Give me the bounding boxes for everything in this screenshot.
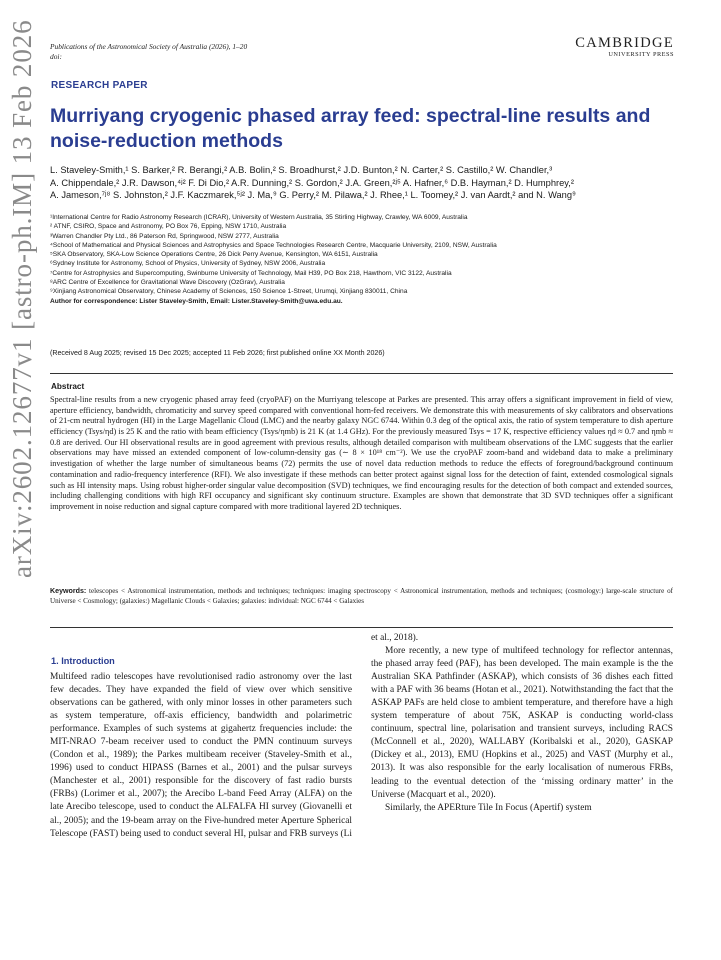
paper-title: Murriyang cryogenic phased array feed: spectral-line results and noise-reduction methods [50,105,651,152]
intro-column-right [371,632,673,815]
affiliation-item: ⁵SKA Observatory, SKA-Low Science Operations Centre, 26 Dick Perry Avenue, Kensington, WA 6151, Australia [50,251,378,259]
section-heading-introduction: 1. Introduction [51,656,115,666]
correspondence-line: Author for correspondence: Lister Staveley-Smith, Email: Lister.Staveley-Smith@uwa.edu.au. [50,297,343,305]
affiliations [50,213,680,306]
affiliation-item: ⁴School of Mathematical and Physical Sciences and Astrophysics and Space Technologies Research Centre, Macquarie University, 2109, NSW, Australia [50,241,497,249]
affiliation-item: ⁹Xinjiang Astronomical Observatory, Chinese Academy of Sciences, 150 Science 1-Street, Urumqi, Xinjiang 830011, China [50,288,408,296]
author-line: L. Staveley-Smith,¹ S. Barker,² R. Berangi,² A.B. Bolin,² S. Broadhurst,² J.D. Bunton,² N. Carter,² S. Castillo,² W. Chandler,³ [50,165,553,175]
abstract-heading: Abstract [51,382,85,391]
divider-bottom [50,627,673,628]
intro-column-left [50,671,352,841]
affiliation-item: ⁶Sydney Institute for Astronomy, School of Physics, University of Sydney, NSW 2006, Australia [50,260,326,268]
publisher-name: CAMBRIDGE [575,35,674,51]
author-list [50,164,680,202]
affiliation-item: ⁸ARC Centre of Excellence for Gravitational Wave Discovery (OzGrav), Australia [50,279,285,287]
intro-paragraph: Similarly, the APERture Tile In Focus (Apertif) system [385,802,592,813]
abstract-text: Spectral-line results from a new cryogenic phased array feed (cryoPAF) on the Murriyang telescope at Parkes are presented. This array offers a significant improvement in field of view, aperture efficiency, bandwidth, chromaticity and survey speed compared with conventional horn-fed receivers. We demonstrate this with measurements of sky calibrators and observations of 21-cm neutral hydrogen (HI) in the Large Magellanic Cloud (LMC) and the nearby galaxy NGC 6744. Within 0.3 deg of the optical axis, the ratio of system temperature to dish aperture efficiency (Tsys/ηd) is 25 K and the ratio with beam efficiency (Tsys/ηmb) is 21 K (at 1.4 GHz). For the previously measured Tsys = 17 K, respective efficiency values ηd ≈ 0.7 and ηmb ≈ 0.8 are derived. Our HI observational results are in good agreement with previous results, although detailed comparison with multibeam observations of the LMC suggests that the earlier observations may have missed an extended component of low-column-density gas (∼ 8 × 10¹⁸ cm⁻²). We use the cryoPAF zoom-band and wideband data to make a preliminary investigation of whether the large number of simultaneous beams (72) permits the use of novel data reduction methods to reduce the effects of foreground/background continuum contamination and radio-frequency interference (RFI). We also investigate if these methods can better protect against signal loss for the detection of faint, extended cosmological signals such as HI intensity maps. Using robust higher-order singular value decomposition (SVD) techniques, we find encouraging results for the detection of both compact and extended sources, including challenging conditions with high RFI occupancy and significant sky continuum structure. Examples are shown that demonstrate that 3D SVD techniques offer a significant improvement in noise reduction and signal capture compared with more traditional layered 2D techniques. [50,395,673,511]
affiliation-item: ³Warren Chandler Pty Ltd., 86 Paterson Rd, Springwood, NSW 2777, Australia [50,232,279,240]
journal-line: Publications of the Astronomical Society of Australia (2026), 1–20 [50,42,248,51]
intro-paragraph: Multifeed radio telescopes have revolutionised radio astronomy over the last few decades. They have expanded the field of view over which sensitive observations can be gathered, with only minor losses in other parameters such as system temperature, off-axis efficiency, bandwidth and polarimetric performance. Examples of such systems at gigahertz frequencies include: the MIT-NRAO 7-beam receiver used to conduct the PMN continuum surveys (Condon et al., 1989); the Parkes multibeam receiver (Staveley-Smith et al., 1996) used to conduct HIPASS (Barnes et al., 2001) and the pulsar surveys (Manchester et al., 2001) responsible for the discovery of fast radio bursts (FRBs) (Lorimer et al., 2007); the Arecibo L-band Feed Array (ALFA) on the late Arecibo telescope, used to conduct the ALFALFA HI survey (Giovanelli et al., 2005); and the 19-beam array on the Five-hundred meter Aperture Spherical Telescope (FAST) being used to conduct several HI, pulsar and FRB surveys (Li [50,672,352,839]
doi-line: doi: [50,52,62,61]
publisher-logo [572,36,674,59]
journal-header [50,42,247,62]
received-dates: (Received 8 Aug 2025; revised 15 Dec 2025; accepted 11 Feb 2026; first published online XX Month 2026) [50,349,385,357]
keywords [50,586,673,607]
keywords-text: telescopes < Astronomical instrumentation, methods and techniques; techniques: imaging spectroscopy < Astronomical instrumentation, methods and techniques; (cosmology:) large-scale structure of Universe < Cosmology; (galaxies:) Magellanic Clouds < Galaxies; galaxies: individual: NGC 6744 < Galaxies [50,587,673,606]
author-line: A. Jameson,⁷ʲ⁸ S. Johnston,² J.F. Kaczmarek,⁵ʲ² J. Ma,⁹ G. Perry,² M. Pilawa,² J. Rhee,¹ L. Toomey,² J. van Aardt,² and N. Wang⁹ [50,190,576,201]
intro-paragraph-continued: et al., 2018). [371,633,419,643]
intro-paragraph: More recently, a new type of multifeed technology for reflector antennas, the phased array feed (PAF), has been developed. The main example is the the Australian SKA Pathfinder (ASKAP), which consists of 36 dishes each fitted with a PAF with 36 beams (Hotan et al., 2021). Notwithstanding the fact that the ASKAP PAFs are held close to ambient temperature, and therefore have a high system temperature of about 75K, ASKAP is conducting world-class continuum, spectral line, polarisation and transient surveys, including RACS (McConnell et al., 2020), WALLABY (Koribalski et al., 2020), GASKAP (Dickey et al., 2013), EMU (Hopkins et al., 2025) and VAST (Murphy et al., 2013). It was also responsible for the early localisation of numerous FRBs, leading to the eventual detection of the ‘missing ordinary matter’ in the Universe (Macquart et al., 2020). [371,646,673,800]
keywords-label: Keywords: [50,587,87,595]
affiliation-item: ² ATNF, CSIRO, Space and Astronomy, PO Box 76, Epping, NSW 1710, Australia [50,223,287,231]
affiliation-item: ⁷Centre for Astrophysics and Supercomputing, Swinburne University of Technology, Mail H39, PO Box 218, Hawthorn, VIC 3122, Australia [50,269,452,277]
paper-type: RESEARCH PAPER [51,80,148,91]
arxiv-stamp: arXiv:2602.12677v1 [astro-ph.IM] 13 Feb 2026 [7,19,37,578]
divider-top [50,373,673,374]
publisher-subtitle: UNIVERSITY PRESS [608,51,674,58]
author-line: A. Chippendale,² J.R. Dawson,⁴ʲ² F. Di Dio,² A.R. Dunning,² S. Gordon,² J.A. Green,²ʲ⁵ A. Hafner,⁶ D.B. Hayman,² D. Humphrey,² [50,177,574,188]
affiliation-item: ¹International Centre for Radio Astronomy Research (ICRAR), University of Western Australia, 35 Stirling Highway, Crawley, WA 6009, Australia [50,214,468,221]
